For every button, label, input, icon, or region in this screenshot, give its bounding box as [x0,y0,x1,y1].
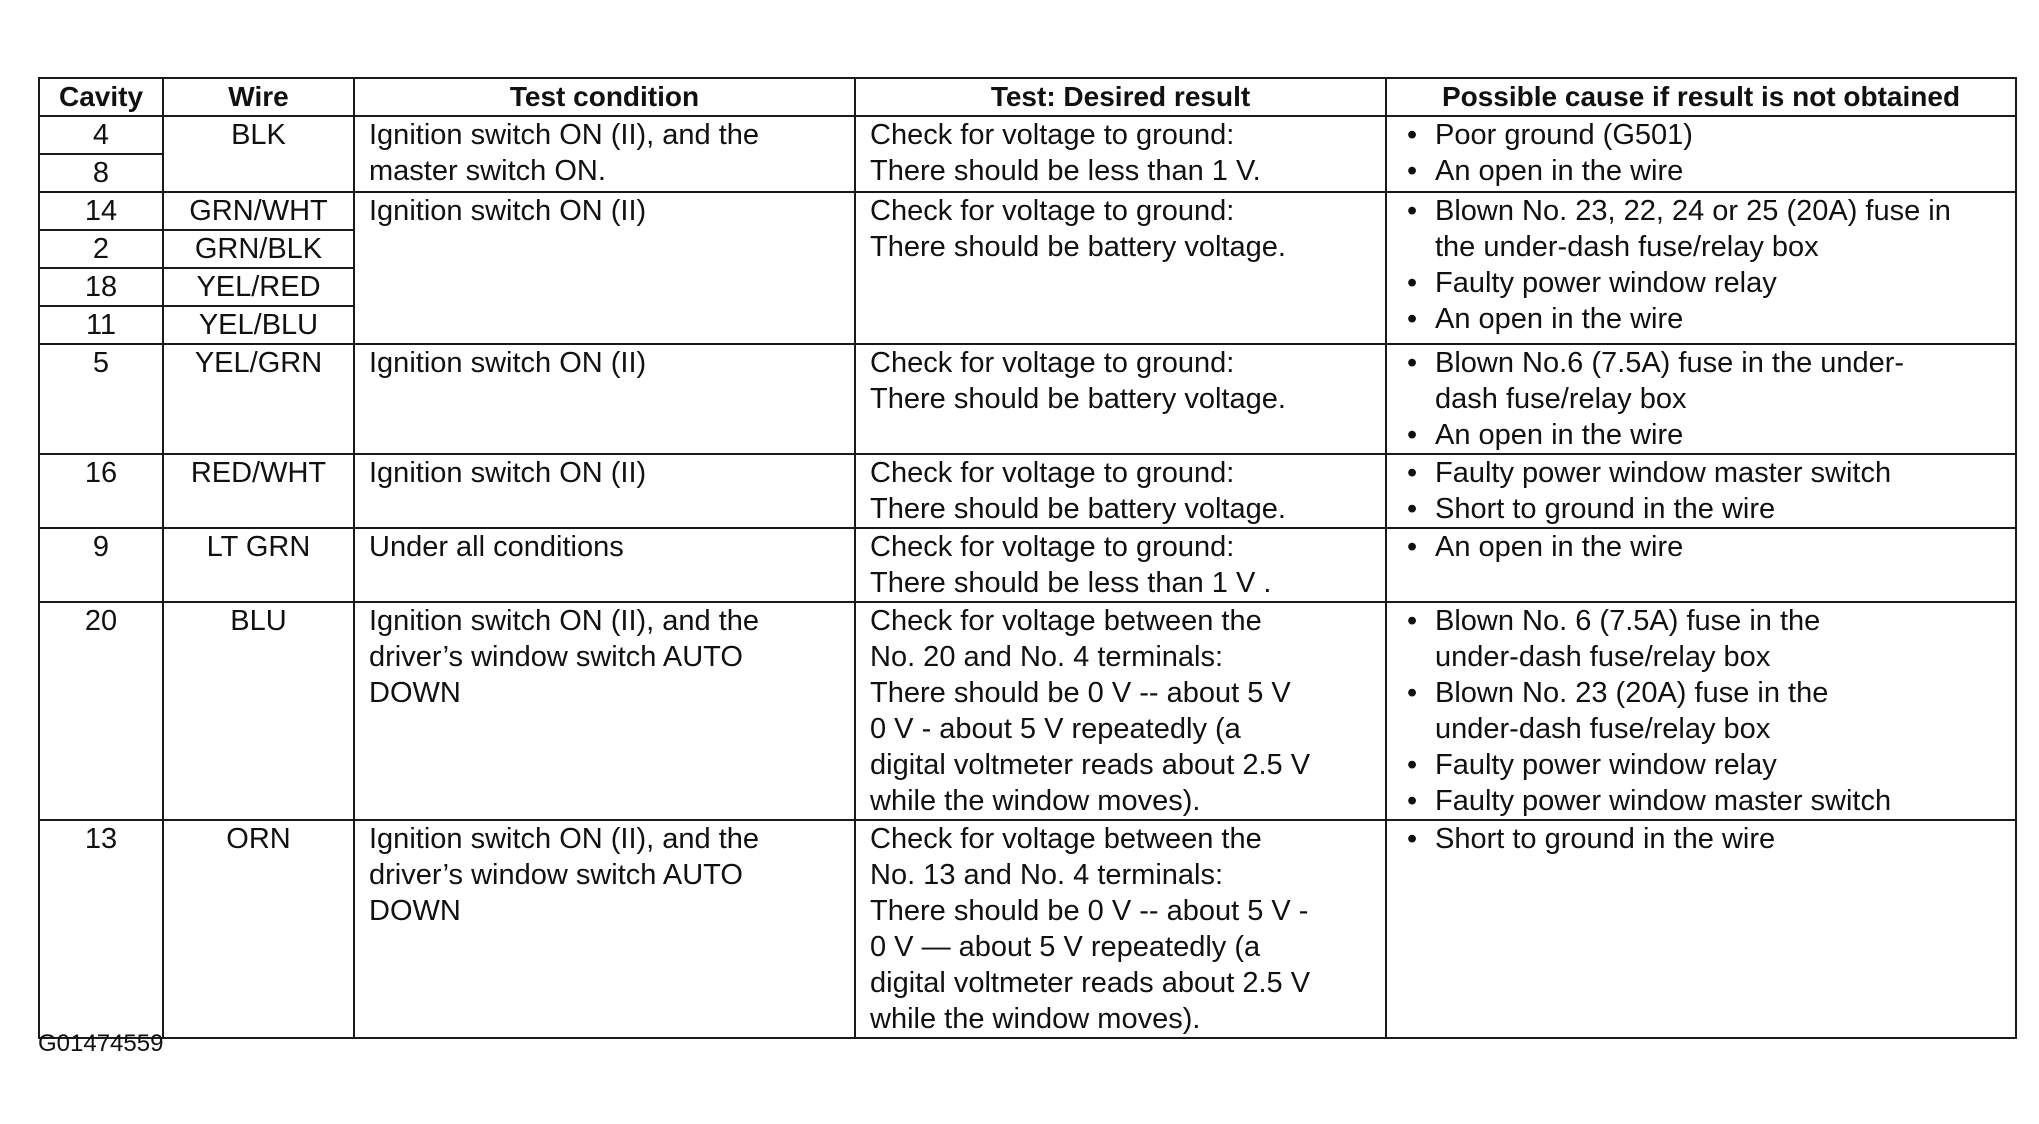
desired-result-line: while the window moves). [870,785,1201,817]
cause-line: • Short to ground in the wire [1435,823,1776,855]
wire-cell: BLU [163,602,354,820]
desired-result-line: while the window moves). [870,1003,1201,1035]
wire-cell: GRN/WHT [163,192,354,230]
test-condition-line: driver’s window switch AUTO [369,859,743,891]
cavity-cell: 2 [39,230,163,268]
test-condition-line: master switch ON. [369,155,606,187]
desired-result-line: Check for voltage to ground: [870,457,1235,489]
cause-list [1405,117,2009,189]
desired-result-line: There should be battery voltage. [870,493,1286,525]
cavity-cell: 16 [39,454,163,528]
desired-result-line: digital voltmeter reads about 2.5 V [870,749,1311,781]
cause-line: • An open in the wire [1435,531,1684,563]
test-condition-cell [354,116,855,192]
wire-cell: RED/WHT [163,454,354,528]
desired-result-line: Check for voltage between the [870,823,1262,855]
table-row [39,344,2016,454]
cause-item [1405,455,2009,491]
cause-line: • An open in the wire [1435,155,1684,187]
cause-line: • Blown No. 23 (20A) fuse in the [1435,677,1829,709]
cavity-cell: 4 [39,116,163,154]
wire-cell: LT GRN [163,528,354,602]
cause-line: • Faulty power window relay [1435,749,1777,781]
desired-result-line: 0 V - about 5 V repeatedly (a [870,713,1241,745]
desired-result-cell [855,344,1386,454]
header-desired-result: Test: Desired result [855,78,1386,116]
cause-line: • Short to ground in the wire [1435,493,1776,525]
cause-list [1405,529,2009,565]
test-condition-line: Ignition switch ON (II), and the [369,605,760,637]
desired-result-line: No. 20 and No. 4 terminals: [870,641,1224,673]
test-condition-line: Ignition switch ON (II), and the [369,119,760,151]
cavity-cell: 11 [39,306,163,344]
cause-item [1405,491,2009,527]
desired-result-line: No. 13 and No. 4 terminals: [870,859,1224,891]
table-row [39,820,2016,1038]
test-condition-line: Ignition switch ON (II), and the [369,823,760,855]
table-body [39,116,2016,1038]
cavity-cell: 14 [39,192,163,230]
cause-item [1405,529,2009,565]
cause-line: • Blown No.6 (7.5A) fuse in the under- [1435,347,1905,379]
cause-item [1405,675,2009,747]
possible-cause-cell [1386,820,2016,1038]
desired-result-line: Check for voltage to ground: [870,119,1235,151]
table-row [39,602,2016,820]
test-condition-line: Ignition switch ON (II) [369,457,647,489]
test-condition-cell [354,602,855,820]
cause-item [1405,603,2009,675]
cause-line: • Poor ground (G501) [1435,119,1693,151]
desired-result-line: There should be 0 V -- about 5 V [870,677,1291,709]
wire-cell: BLK [163,116,354,192]
cause-item [1405,301,2009,337]
wire-cell: YEL/RED [163,268,354,306]
cause-item [1405,117,2009,153]
test-condition-cell [354,528,855,602]
header-possible-cause: Possible cause if result is not obtained [1386,78,2016,116]
possible-cause-cell [1386,528,2016,602]
cause-line: • Faulty power window master switch [1435,785,1892,817]
cause-line: the under-dash fuse/relay box [1435,231,1819,263]
cause-line: under-dash fuse/relay box [1435,713,1771,745]
header-cavity: Cavity [39,78,163,116]
possible-cause-cell [1386,602,2016,820]
wire-cell: GRN/BLK [163,230,354,268]
test-condition-line: DOWN [369,677,461,709]
wire-cell: YEL/GRN [163,344,354,454]
cause-item [1405,193,2009,265]
cause-list [1405,821,2009,857]
cause-line: • Blown No. 6 (7.5A) fuse in the [1435,605,1821,637]
cause-list [1405,193,2009,337]
table-row [39,116,2016,154]
desired-result-line: Check for voltage to ground: [870,531,1235,563]
cause-line: • Blown No. 23, 22, 24 or 25 (20A) fuse in [1435,195,1951,227]
cause-item [1405,345,2009,417]
desired-result-cell [855,192,1386,344]
test-condition-cell [354,192,855,344]
connector-test-table [38,77,2017,1039]
possible-cause-cell [1386,116,2016,192]
cause-list [1405,603,2009,819]
cavity-cell: 18 [39,268,163,306]
test-condition-line: Ignition switch ON (II) [369,347,647,379]
cause-item [1405,783,2009,819]
desired-result-line: Check for voltage to ground: [870,195,1235,227]
cause-list [1405,455,2009,527]
possible-cause-cell [1386,344,2016,454]
desired-result-line: Check for voltage to ground: [870,347,1235,379]
desired-result-line: There should be less than 1 V . [870,567,1272,599]
desired-result-line: There should be battery voltage. [870,231,1286,263]
cavity-cell: 8 [39,154,163,192]
cavity-cell: 5 [39,344,163,454]
cause-item [1405,821,2009,857]
test-condition-line: driver’s window switch AUTO [369,641,743,673]
table-row [39,192,2016,230]
cause-list [1405,345,2009,453]
desired-result-cell [855,602,1386,820]
test-condition-line: Under all conditions [369,531,624,563]
possible-cause-cell [1386,454,2016,528]
desired-result-line: digital voltmeter reads about 2.5 V [870,967,1311,999]
cavity-cell: 20 [39,602,163,820]
desired-result-cell [855,528,1386,602]
cause-line: • Faulty power window master switch [1435,457,1892,489]
table-row [39,528,2016,602]
desired-result-line: There should be 0 V -- about 5 V - [870,895,1309,927]
test-condition-cell [354,454,855,528]
cause-line: • An open in the wire [1435,303,1684,335]
desired-result-line: There should be battery voltage. [870,383,1286,415]
desired-result-line: There should be less than 1 V. [870,155,1261,187]
desired-result-cell [855,820,1386,1038]
test-condition-cell [354,344,855,454]
desired-result-cell [855,454,1386,528]
header-test-condition: Test condition [354,78,855,116]
desired-result-cell [855,116,1386,192]
test-condition-line: DOWN [369,895,461,927]
wire-cell: YEL/BLU [163,306,354,344]
cause-item [1405,265,2009,301]
cause-item [1405,153,2009,189]
test-condition-line: Ignition switch ON (II) [369,195,647,227]
cause-line: dash fuse/relay box [1435,383,1687,415]
figure-code: G01474559 [38,1030,164,1057]
cavity-cell: 13 [39,820,163,1038]
cause-item [1405,747,2009,783]
cause-item [1405,417,2009,453]
test-condition-cell [354,820,855,1038]
table-row [39,454,2016,528]
header-row [39,78,2016,116]
cavity-cell: 9 [39,528,163,602]
header-wire: Wire [163,78,354,116]
wire-cell: ORN [163,820,354,1038]
possible-cause-cell [1386,192,2016,344]
cause-line: under-dash fuse/relay box [1435,641,1771,673]
cause-line: • Faulty power window relay [1435,267,1777,299]
desired-result-line: Check for voltage between the [870,605,1262,637]
desired-result-line: 0 V — about 5 V repeatedly (a [870,931,1261,963]
cause-line: • An open in the wire [1435,419,1684,451]
